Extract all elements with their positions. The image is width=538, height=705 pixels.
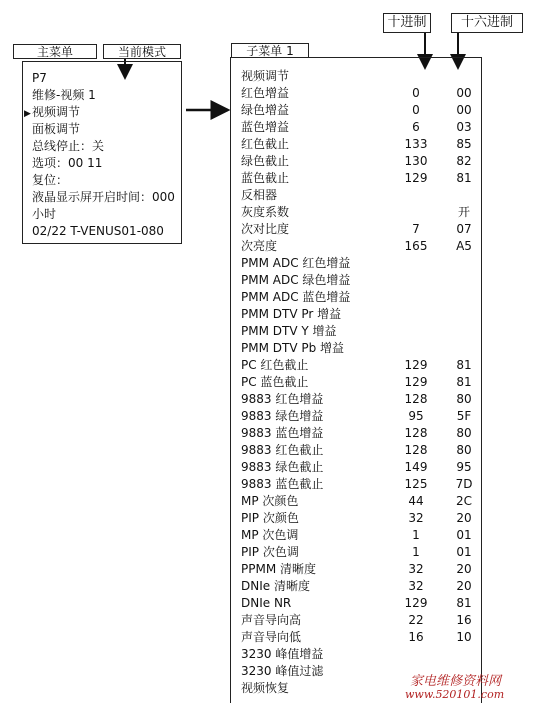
decimal-value: 130 [404, 154, 428, 168]
main-menu-line: ▶视频调节 [24, 104, 175, 121]
main-menu-line: 面板调节 [32, 122, 81, 136]
submenu-row [241, 102, 481, 119]
submenu-item-name: 反相器 [241, 188, 278, 202]
submenu-row [241, 221, 481, 238]
decimal-value: 129 [404, 375, 428, 389]
hex-value: 07 [456, 222, 472, 236]
submenu-item-name: MP 次颜色 [241, 494, 299, 508]
submenu-item-name: 9883 绿色增益 [241, 409, 324, 423]
decimal-value: 1 [412, 545, 420, 559]
submenu-item-name: 3230 峰值过滤 [241, 664, 324, 678]
decimal-value: 133 [404, 137, 428, 151]
submenu-item-name: 9883 红色增益 [241, 392, 324, 406]
decimal-value: 95 [408, 409, 424, 423]
submenu-item-name: PMM ADC 绿色增益 [241, 273, 351, 287]
hex-value: 16 [456, 613, 472, 627]
decimal-value: 0 [412, 86, 420, 100]
submenu-item-name: 声音导向低 [241, 630, 302, 644]
hex-value: 80 [456, 426, 472, 440]
submenu-row [241, 68, 481, 85]
current-mode-label: 当前模式 [103, 44, 181, 59]
submenu-item-name: 灰度系数 [241, 205, 290, 219]
main-menu-line: 小时 [32, 207, 57, 221]
hex-value: 80 [456, 392, 472, 406]
hex-value: 01 [456, 528, 472, 542]
submenu-row [241, 85, 481, 102]
hex-value: 95 [456, 460, 472, 474]
decimal-value: 7 [412, 222, 420, 236]
submenu-row [241, 374, 481, 391]
hex-value: 20 [456, 562, 472, 576]
hex-value: 81 [456, 358, 472, 372]
hex-value: A5 [456, 239, 472, 253]
submenu-row [241, 340, 481, 357]
hex-value: 7D [455, 477, 473, 491]
submenu-row [241, 561, 481, 578]
main-menu-line: 维修-视频 1 [32, 88, 96, 102]
decimal-value: 129 [404, 171, 428, 185]
hex-value: 00 [456, 103, 472, 117]
main-menu-lines [24, 70, 175, 240]
submenu-row [241, 493, 481, 510]
decimal-label: 十进制 [383, 13, 431, 33]
submenu-item-name: 蓝色增益 [241, 120, 290, 134]
submenu-row [241, 204, 481, 221]
hex-value: 01 [456, 545, 472, 559]
submenu-item-name: 声音导向高 [241, 613, 302, 627]
submenu-item-name: 9883 蓝色截止 [241, 477, 324, 491]
submenu-label: 子菜单 1 [231, 43, 309, 58]
submenu-row [241, 357, 481, 374]
submenu-item-name: 9883 绿色截止 [241, 460, 324, 474]
submenu-row [241, 595, 481, 612]
submenu-item-name: PMM DTV Pb 增益 [241, 341, 345, 355]
main-menu-label: 主菜单 [13, 44, 97, 59]
hex-value: 2C [455, 494, 472, 508]
submenu-row [241, 119, 481, 136]
submenu-item-name: 次对比度 [241, 222, 290, 236]
submenu-item-name: 绿色截止 [241, 154, 290, 168]
submenu-item-name: PMM DTV Y 增益 [241, 324, 337, 338]
submenu-row [241, 646, 481, 663]
main-menu-line: 液晶显示屏开启时间：000 [32, 190, 175, 204]
decimal-value: 0 [412, 103, 420, 117]
decimal-value: 6 [412, 120, 420, 134]
decimal-value: 149 [404, 460, 428, 474]
main-menu-line: 总线停止：关 [32, 139, 105, 153]
hex-value: 20 [456, 511, 472, 525]
hex-value: 5F [456, 409, 472, 423]
submenu-item-name: 3230 峰值增益 [241, 647, 324, 661]
main-menu-line: 复位： [32, 173, 69, 187]
decimal-value: 165 [404, 239, 428, 253]
submenu-row [241, 306, 481, 323]
hex-value: 82 [456, 154, 472, 168]
submenu-item-name: PPMM 清晰度 [241, 562, 316, 576]
submenu-item-name: 次亮度 [241, 239, 278, 253]
submenu-row [241, 476, 481, 493]
submenu-row [241, 391, 481, 408]
submenu-item-name: PMM ADC 红色增益 [241, 256, 351, 270]
decimal-value: 128 [404, 443, 428, 457]
submenu-row [241, 459, 481, 476]
main-menu-line: 选项：00 11 [32, 156, 103, 170]
decimal-value: 1 [412, 528, 420, 542]
submenu-item-name: 红色增益 [241, 86, 290, 100]
submenu-row [241, 442, 481, 459]
hex-label: 十六进制 [451, 13, 523, 33]
submenu-row [241, 238, 481, 255]
decimal-value: 129 [404, 596, 428, 610]
hex-value: 80 [456, 443, 472, 457]
submenu-row [241, 272, 481, 289]
decimal-value: 32 [408, 579, 424, 593]
decimal-value: 128 [404, 392, 428, 406]
hex-value: 00 [456, 86, 472, 100]
hex-value: 85 [456, 137, 472, 151]
decimal-value: 125 [404, 477, 428, 491]
submenu-item-name: PMM ADC 蓝色增益 [241, 290, 351, 304]
submenu-item-name: PIP 次颜色 [241, 511, 299, 525]
submenu-item-name: 视频恢复 [241, 681, 290, 695]
submenu-row [241, 578, 481, 595]
submenu-item-name: DNIe 清晰度 [241, 579, 310, 593]
submenu-item-name: 视频调节 [241, 69, 290, 83]
decimal-value: 129 [404, 358, 428, 372]
submenu-row [241, 170, 481, 187]
submenu-row [241, 629, 481, 646]
hex-value: 81 [456, 375, 472, 389]
submenu-row [241, 408, 481, 425]
submenu-item-name: 绿色增益 [241, 103, 290, 117]
submenu-item-name: 红色截止 [241, 137, 290, 151]
watermark-url: www.520101.com [405, 688, 505, 701]
submenu-row [241, 527, 481, 544]
decimal-value: 16 [408, 630, 424, 644]
submenu-item-name: PC 红色截止 [241, 358, 309, 372]
submenu-item-name: PIP 次色调 [241, 545, 299, 559]
watermark-title: 家电维修资料网 [410, 674, 502, 689]
submenu-row [241, 153, 481, 170]
hex-value: 81 [456, 596, 472, 610]
decimal-value: 32 [408, 562, 424, 576]
submenu-item-name: 蓝色截止 [241, 171, 290, 185]
submenu-row [241, 544, 481, 561]
submenu-item-name: 9883 蓝色增益 [241, 426, 324, 440]
main-menu-line: P7 [32, 71, 47, 85]
submenu-row [241, 510, 481, 527]
selection-marker: ▶ [24, 109, 31, 119]
decimal-value: 128 [404, 426, 428, 440]
submenu-row [241, 612, 481, 629]
decimal-value: 44 [408, 494, 424, 508]
submenu-row [241, 289, 481, 306]
submenu-row [241, 136, 481, 153]
submenu-item-name: DNIe NR [241, 596, 292, 610]
decimal-value: 22 [408, 613, 424, 627]
submenu-row [241, 187, 481, 204]
submenu-row [241, 323, 481, 340]
hex-value: 03 [456, 120, 472, 134]
submenu-item-name: PC 蓝色截止 [241, 375, 309, 389]
submenu-item-name: PMM DTV Pr 增益 [241, 307, 342, 321]
hex-value: 20 [456, 579, 472, 593]
main-menu-line: 02/22 T-VENUS01-080 [32, 224, 164, 238]
decimal-value: 32 [408, 511, 424, 525]
hex-value: 81 [456, 171, 472, 185]
hex-value: 10 [456, 630, 472, 644]
submenu-item-name: 9883 红色截止 [241, 443, 324, 457]
submenu-row [241, 255, 481, 272]
submenu-item-name: MP 次色调 [241, 528, 299, 542]
submenu-row [241, 425, 481, 442]
hex-value: 开 [457, 205, 470, 219]
